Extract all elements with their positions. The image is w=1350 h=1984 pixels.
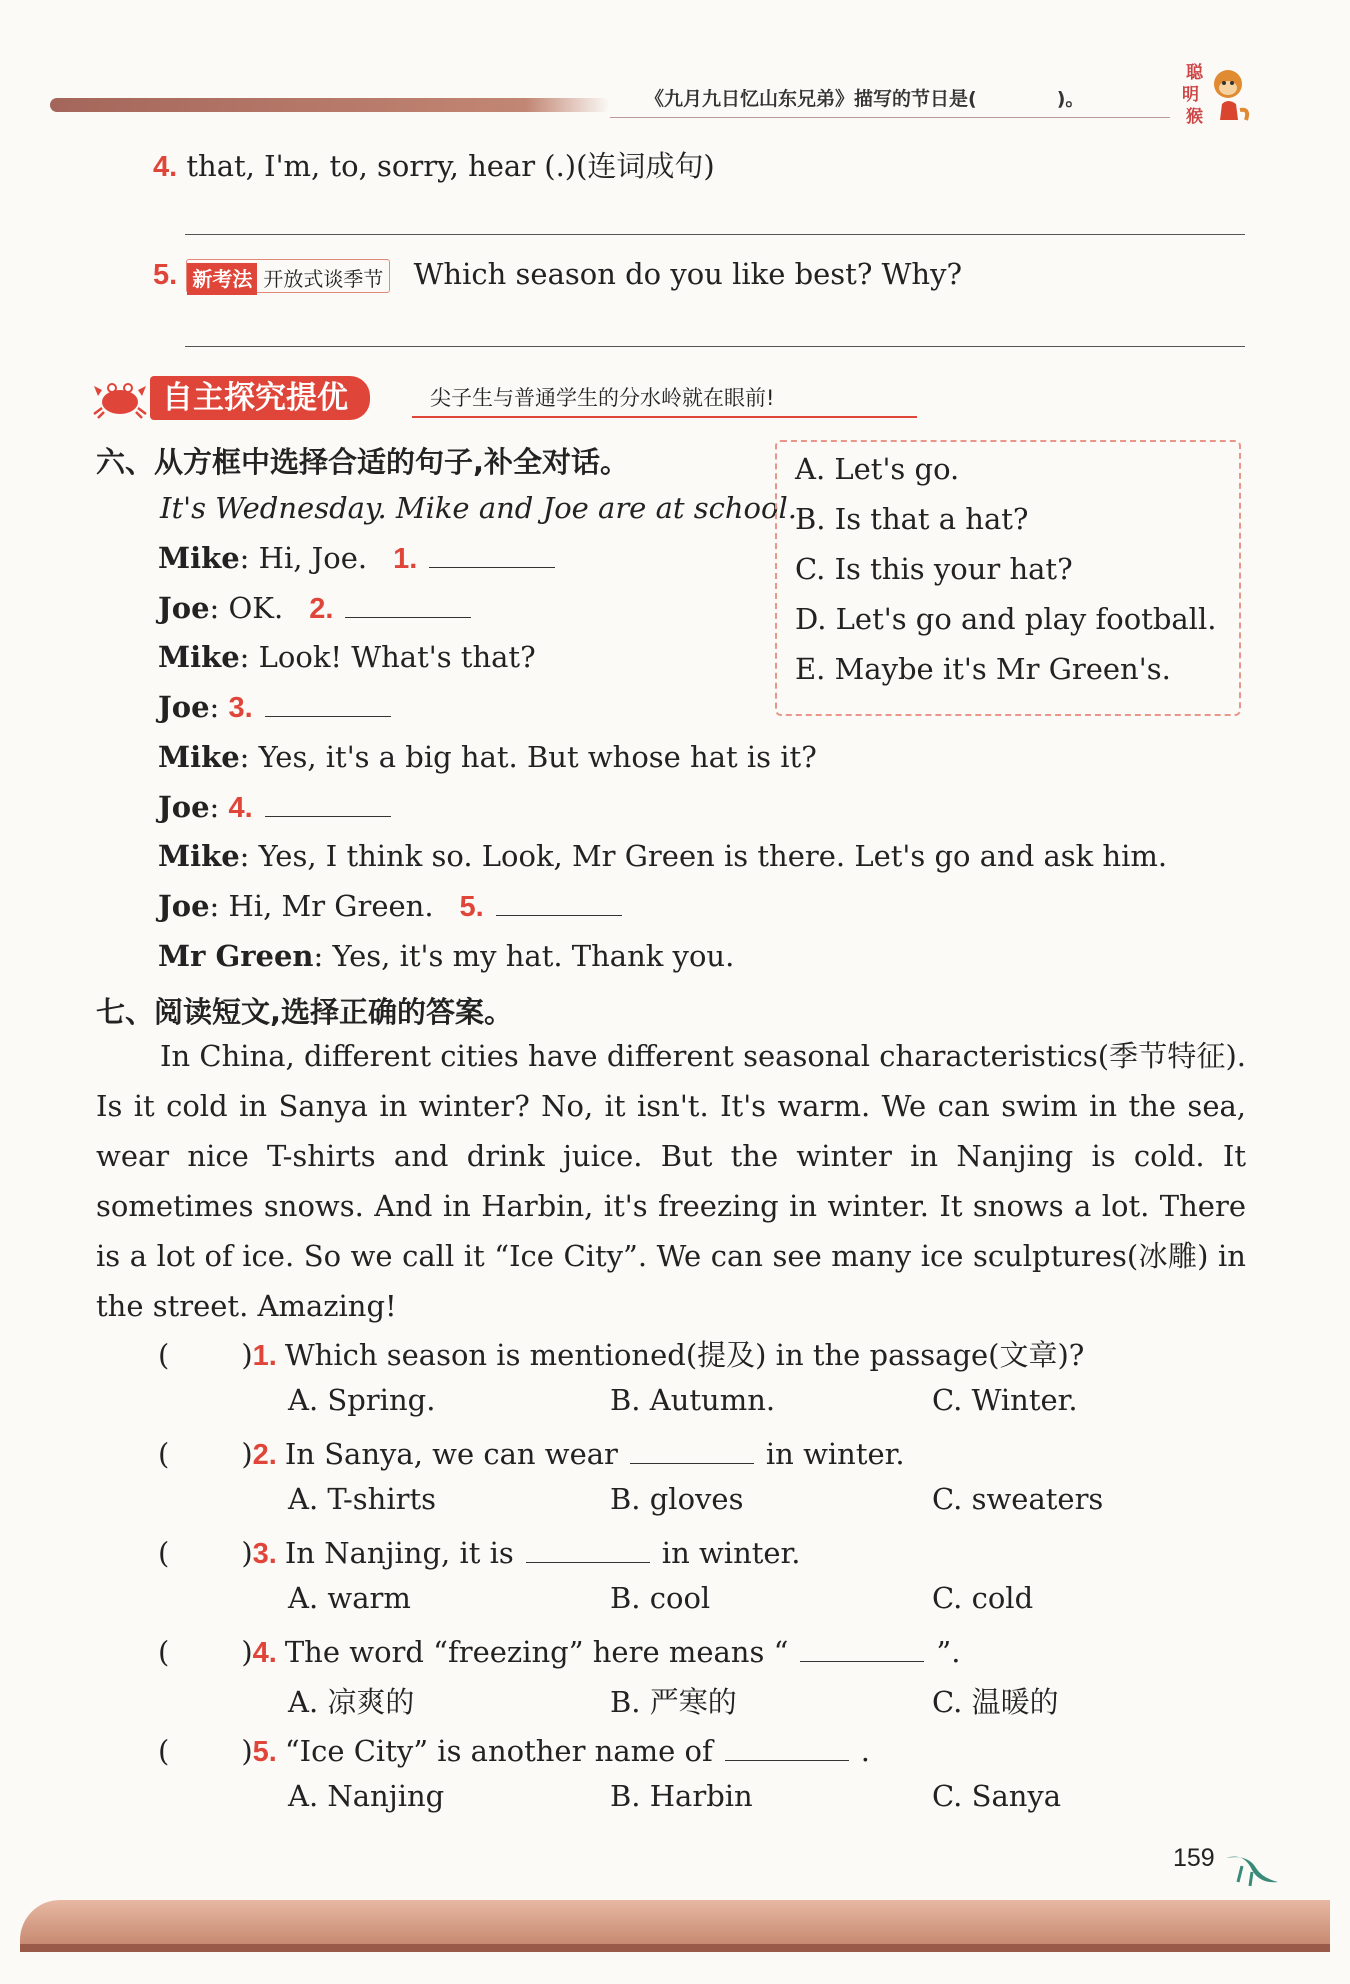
speaker-colon: : (313, 938, 333, 973)
q5-answer-line[interactable] (185, 346, 1245, 347)
speaker-name: Mike (158, 541, 240, 575)
answer-blank[interactable] (345, 591, 471, 618)
answer-option[interactable]: B. gloves (610, 1482, 744, 1516)
dialog-line (158, 787, 391, 828)
answer-option[interactable]: A. 凉爽的 (288, 1685, 415, 1719)
question-text: “Ice City” is another name of (284, 1734, 713, 1768)
question-row (158, 1731, 870, 1772)
speaker-colon: : (239, 640, 259, 675)
monkey-icon (1208, 64, 1252, 124)
option-item: D. Let's go and play football. (795, 602, 1217, 636)
footer-band (20, 1900, 1330, 1944)
logo-char-3: 猴 (1186, 107, 1203, 127)
answer-paren[interactable]: ( ) (158, 1437, 253, 1471)
speaker-colon: : (209, 888, 229, 923)
question-text: In Nanjing, it is (284, 1536, 514, 1570)
answer-option[interactable]: A. Nanjing (288, 1779, 445, 1813)
speaker-colon: : (239, 739, 259, 774)
logo (1180, 58, 1250, 128)
q5 (153, 254, 962, 295)
answer-option[interactable]: C. Sanya (932, 1779, 1062, 1813)
blank-number: 5. (459, 890, 484, 923)
question-blank[interactable] (526, 1536, 650, 1563)
part6-heading: 六、从方框中选择合适的句子,补全对话。 (96, 445, 630, 479)
page-number: 159 (1173, 1844, 1215, 1872)
option-item: E. Maybe it's Mr Green's. (795, 652, 1171, 686)
logo-char-2: 明 (1182, 85, 1199, 105)
section-underline (412, 416, 917, 418)
question-text-after: in winter. (765, 1437, 905, 1471)
answer-blank[interactable] (265, 790, 391, 817)
dialog-text: Yes, I think so. Look, Mr Green is there. Let's go and ask him. (258, 839, 1168, 874)
option-item: B. Is that a hat? (795, 502, 1029, 536)
answer-paren[interactable]: ( ) (158, 1734, 253, 1768)
q5-tag: 开放式谈季节 (263, 267, 384, 291)
dialog-text: Hi, Joe. (258, 541, 368, 575)
q5-number: 5. (153, 259, 178, 291)
leaf-icon (1222, 1848, 1282, 1888)
dialog-text: Look! What's that? (258, 640, 536, 675)
speaker-name: Mike (158, 839, 240, 874)
question-blank[interactable] (725, 1734, 849, 1761)
answer-option[interactable]: C. Winter. (932, 1383, 1078, 1417)
dialog-line (158, 538, 555, 579)
crab-icon (92, 376, 148, 420)
header-question (645, 84, 1084, 111)
header-text: 《九月九日忆山东兄弟》描写的节日是( (645, 88, 977, 110)
dialog-line (158, 836, 1167, 876)
question-row (158, 1434, 905, 1475)
blank-number: 2. (309, 592, 334, 625)
speaker-name: Joe (158, 690, 210, 725)
option-item: A. Let's go. (795, 452, 960, 486)
answer-option[interactable]: B. Autumn. (610, 1383, 776, 1417)
answer-option[interactable]: C. sweaters (932, 1482, 1104, 1516)
dialog-text: Hi, Mr Green. (228, 888, 434, 923)
header-rule (610, 117, 1170, 118)
question-row (158, 1632, 960, 1673)
question-number: 1. (252, 1340, 277, 1372)
answer-blank[interactable] (429, 541, 555, 568)
question-text-after: . (860, 1734, 870, 1768)
dialog-line (158, 936, 734, 976)
header-band (50, 98, 610, 112)
footer-stripe (20, 1944, 1330, 1952)
q4-answer-line[interactable] (185, 234, 1245, 235)
question-row (158, 1335, 1084, 1376)
speaker-name: Mike (158, 739, 240, 774)
question-text: Which season is mentioned(提及) in the passage(文章)? (284, 1338, 1085, 1372)
q5-badge: 新考法 (187, 263, 257, 295)
answer-paren[interactable]: ( ) (158, 1635, 253, 1669)
dialog-line (158, 588, 471, 629)
dialog-line (158, 637, 536, 677)
dialog-line (158, 886, 622, 927)
q4-number: 4. (153, 151, 178, 183)
blank-number: 4. (228, 791, 253, 824)
dialog-text: OK. (228, 590, 284, 625)
section-banner (92, 376, 832, 420)
dialog-text: Yes, it's a big hat. But whose hat is it? (258, 739, 817, 774)
option-item: C. Is this your hat? (795, 552, 1073, 586)
blank-number: 1. (393, 543, 418, 575)
speaker-name: Joe (158, 789, 210, 824)
speaker-colon: : (209, 789, 229, 824)
question-blank[interactable] (800, 1635, 924, 1662)
answer-option[interactable]: B. cool (610, 1581, 711, 1615)
question-text-after: in winter. (661, 1536, 801, 1570)
q4-text: that, I'm, to, sorry, hear (.)(连词成句) (186, 149, 715, 183)
speaker-colon: : (239, 839, 259, 874)
question-number: 5. (252, 1736, 277, 1768)
part7-heading: 七、阅读短文,选择正确的答案。 (96, 995, 514, 1029)
answer-blank[interactable] (265, 690, 391, 717)
q5-text: Which season do you like best? Why? (413, 257, 963, 291)
question-blank[interactable] (630, 1437, 754, 1464)
answer-paren[interactable]: ( ) (158, 1338, 253, 1372)
speaker-colon: : (239, 541, 259, 575)
logo-char-1: 聪 (1186, 63, 1203, 83)
q4 (153, 146, 715, 187)
dialog-text: Yes, it's my hat. Thank you. (332, 938, 735, 973)
question-text: The word “freezing” here means “ (284, 1635, 789, 1669)
speaker-name: Mike (158, 640, 240, 675)
question-number: 2. (252, 1439, 277, 1471)
section-title: 自主探究提优 (150, 376, 370, 420)
question-text: In Sanya, we can wear (284, 1437, 618, 1471)
blank-number: 3. (228, 692, 253, 725)
speaker-name: Joe (158, 590, 210, 625)
dialog-line (158, 737, 817, 777)
part6-scene: It's Wednesday. Mike and Joe are at school. (160, 491, 797, 525)
question-text-after: ”. (936, 1635, 961, 1669)
dialog-line (158, 687, 391, 728)
speaker-colon: : (209, 690, 229, 725)
header-end: )。 (1056, 88, 1085, 110)
answer-option[interactable]: A. warm (288, 1581, 411, 1615)
answer-option[interactable]: A. Spring. (288, 1383, 436, 1417)
answer-option[interactable]: A. T-shirts (288, 1482, 437, 1516)
passage: In China, different cities have different seasonal characteristics(季节特征). Is it cold in Sanya in winter? No, it isn't. It's warm. We can swim in the sea, wear nice T-shirts and drink juice. But the winter in Nanjing is cold. It sometimes snows. And in Harbin, it's freezing in winter. It snows a lot. There is a lot of ice. So we call it “Ice City”. We can see many ice sculptures(冰雕) in the street. Amazing! (96, 1039, 1246, 1323)
answer-option[interactable]: B. Harbin (610, 1779, 753, 1813)
answer-option[interactable]: C. cold (932, 1581, 1034, 1615)
speaker-colon: : (209, 590, 229, 625)
speaker-name: Joe (158, 888, 210, 923)
answer-blank[interactable] (496, 889, 622, 916)
answer-option[interactable]: B. 严寒的 (610, 1685, 737, 1719)
question-number: 4. (252, 1637, 277, 1669)
q5-badge-group (186, 259, 390, 293)
answer-option[interactable]: C. 温暖的 (932, 1685, 1059, 1719)
answer-paren[interactable]: ( ) (158, 1536, 253, 1570)
question-number: 3. (252, 1538, 277, 1570)
section-slogan: 尖子生与普通学生的分水岭就在眼前! (430, 386, 775, 410)
speaker-name: Mr Green (158, 938, 314, 973)
question-row (158, 1533, 800, 1574)
